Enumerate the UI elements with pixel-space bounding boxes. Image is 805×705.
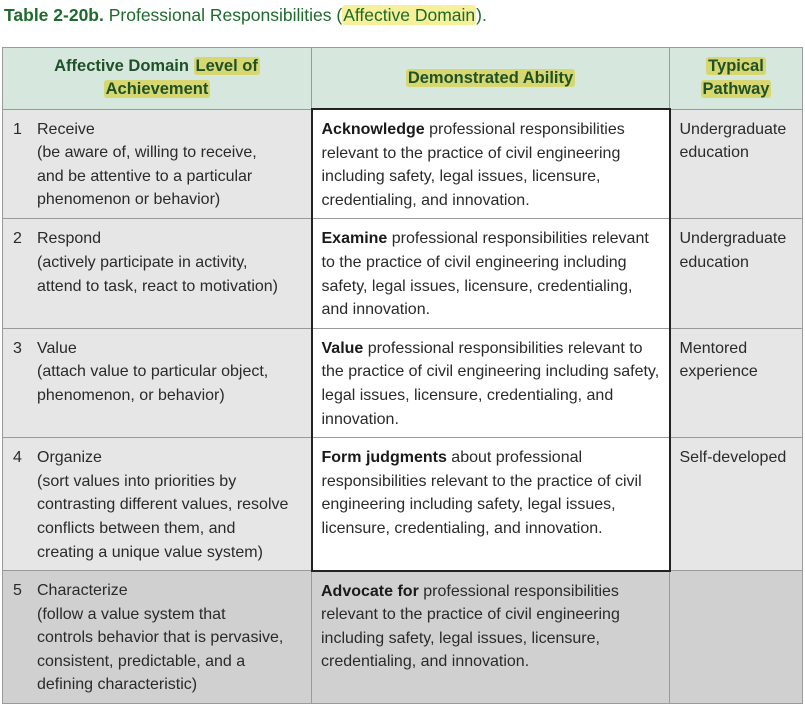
caption-label: Table 2-20b.: [4, 5, 104, 25]
pathway-cell: [670, 219, 803, 328]
level-description: [37, 470, 305, 564]
level-number: 5: [13, 582, 22, 600]
level-description-line: consistent, predictable, and a: [37, 652, 246, 670]
ability-verb: Value: [321, 339, 364, 357]
pathway-cell: [670, 571, 803, 704]
table-row: [3, 219, 803, 328]
level-description: [37, 141, 305, 212]
pathway-cell: [670, 109, 803, 219]
ability-text: professional responsibilities relevant to the practice of civil engineering including safety, legal issues, licensure, credentialing, and innovation.: [321, 121, 625, 209]
level-description: [37, 360, 305, 407]
caption-text: Professional Responsibilities (: [108, 5, 343, 25]
ability-cell: [312, 438, 670, 571]
level-description-line: (actively participate in activity,: [37, 253, 248, 271]
level-name: Respond: [37, 230, 102, 248]
pathway-text: Undergraduate education: [679, 230, 787, 271]
pathway-text: [670, 571, 802, 585]
header-achievement-highlight: Achievement: [105, 80, 209, 99]
level-cell: [3, 219, 312, 328]
responsibilities-table: [2, 47, 803, 704]
pathway-text: Mentored experience: [679, 339, 758, 381]
header-pathway-line2: Pathway: [702, 80, 770, 99]
level-description-line: phenomenon, or behavior): [37, 386, 225, 404]
table-row: [3, 571, 803, 704]
level-number: 3: [13, 339, 22, 357]
pathway-cell: [670, 438, 803, 571]
level-description-line: and be attentive to a particular: [37, 167, 253, 185]
level-number: 2: [13, 230, 22, 248]
level-description: [37, 251, 305, 298]
pathway-text: Self-developed: [679, 449, 787, 467]
header-ability: [312, 48, 670, 110]
level-description-line: contrasting different values, resolve: [37, 496, 289, 514]
ability-text: about professional responsibilities relevant to the practice of civil engineering including safety, legal issues, licensure, credentialing, and innovation.: [321, 449, 642, 537]
ability-text: professional responsibilities relevant to the practice of civil engineering including safety, legal issues, licensure, credentialing, and innovation.: [321, 230, 649, 319]
ability-verb: Form judgments: [321, 449, 447, 467]
table-row: [3, 438, 803, 571]
ability-text: professional responsibilities relevant to the practice of civil engineering including safety, legal issues, licensure, credentialing, and innovation.: [321, 582, 620, 671]
level-name: Organize: [37, 449, 102, 467]
ability-cell: [312, 219, 670, 328]
level-description-line: conflicts between them, and: [37, 519, 236, 537]
ability-cell: [312, 571, 670, 704]
ability-verb: Advocate for: [321, 582, 419, 600]
header-level-plain: Affective Domain: [54, 57, 189, 76]
pathway-cell: [670, 328, 803, 437]
level-description-line: controls behavior that is pervasive,: [37, 629, 284, 647]
level-cell: [3, 438, 312, 571]
header-pathway: [670, 48, 803, 110]
ability-verb: Acknowledge: [321, 121, 425, 138]
level-description-line: (be aware of, willing to receive,: [37, 144, 257, 162]
header-level: [3, 48, 312, 110]
level-description-line: defining characteristic): [37, 676, 198, 694]
header-ability-text: Demonstrated Ability: [407, 68, 574, 87]
header-pathway-line1: Typical: [708, 57, 764, 76]
level-description: [37, 603, 305, 697]
table-caption: [4, 3, 487, 27]
ability-verb: Examine: [321, 230, 388, 248]
level-description-line: attend to task, react to motivation): [37, 277, 279, 295]
level-cell: [3, 109, 312, 219]
level-cell: [3, 328, 312, 437]
header-level-highlight: Level of: [195, 57, 258, 76]
table-row: [3, 328, 803, 437]
level-cell: [3, 571, 312, 704]
ability-text: professional responsibilities relevant to the practice of civil engineering including safety, legal issues, licensure, credentialing, and innovation.: [321, 339, 660, 428]
level-number: 1: [13, 120, 22, 138]
level-description-line: (attach value to particular object,: [37, 363, 269, 381]
table-row: [3, 109, 803, 219]
level-number: 4: [13, 449, 22, 467]
ability-cell: [312, 328, 670, 437]
level-description-line: (follow a value system that: [37, 605, 226, 623]
ability-cell: [312, 109, 670, 219]
level-description-line: phenomenon or behavior): [37, 191, 221, 209]
level-name: Value: [37, 339, 77, 357]
level-description-line: creating a unique value system): [37, 543, 263, 561]
level-name: Receive: [37, 120, 95, 138]
caption-end: ).: [476, 5, 487, 25]
pathway-text: Undergraduate education: [679, 120, 787, 162]
level-description-line: (sort values into priorities by: [37, 472, 237, 490]
caption-highlight: Affective Domain: [343, 5, 476, 25]
level-name: Characterize: [37, 582, 128, 600]
header-row: [3, 48, 803, 110]
